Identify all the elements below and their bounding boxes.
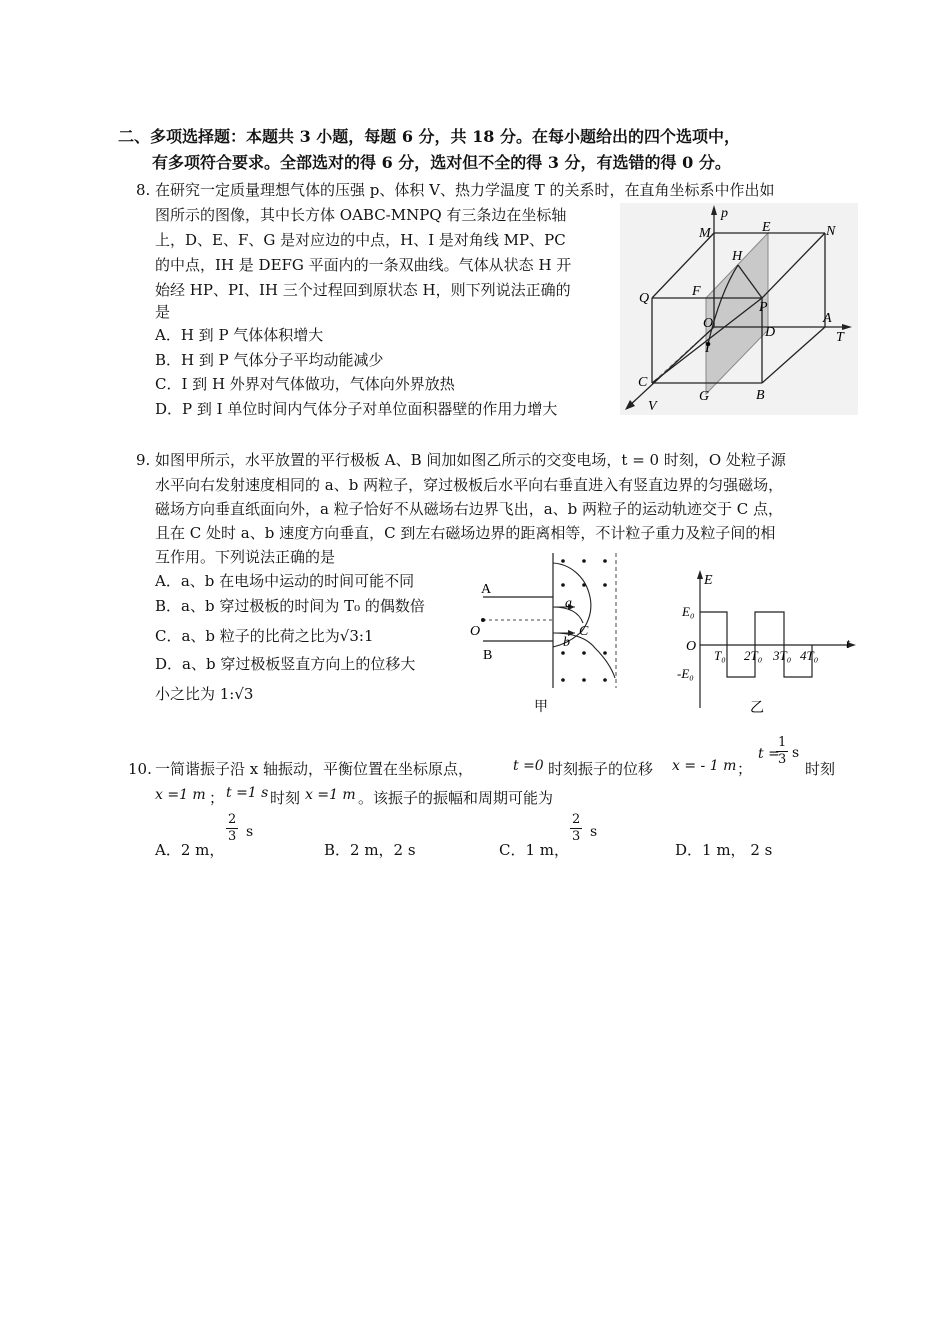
- q10-t-eq: t =: [758, 746, 780, 762]
- q8-stem-line3: 上，D、E、F、G 是对应边的中点，H、I 是对角线 MP、PC: [155, 231, 566, 249]
- yi-caption: 乙: [750, 701, 764, 716]
- q10-option-c-unit: s: [590, 824, 598, 840]
- q10-option-a-frac: [226, 812, 238, 845]
- q9-option-c-ratio: :1: [358, 627, 374, 645]
- svg-text:N: N: [826, 224, 836, 239]
- q8-stem-line2: 图所示的图像，其中长方体 OABC-MNPQ 有三条边在坐标轴: [155, 206, 567, 224]
- q9-option-c-text: C．a、b 粒子的比荷之比为: [155, 627, 340, 645]
- q9-stem-line4: 且在 C 处时 a、b 速度方向垂直，C 到左右磁场边界的距离相等，不计粒子重力及粒子间的相: [155, 524, 776, 542]
- svg-text:H: H: [732, 249, 743, 264]
- svg-text:C: C: [638, 375, 648, 390]
- q8-option-c: C．I 到 H 外界对气体做功，气体向外界放热: [155, 375, 455, 393]
- q8-option-b: B．H 到 P 气体分子平均动能减少: [155, 351, 384, 369]
- q10-semicolon: ；: [737, 760, 753, 778]
- q10-option-c-frac: [570, 812, 582, 845]
- svg-text:E: E: [762, 220, 771, 235]
- svg-text:G: G: [699, 389, 710, 404]
- q8-option-d: D．P 到 I 单位时间内气体分子对单位面积器壁的作用力增大: [155, 400, 558, 418]
- yi-tick-4T0: 4T₀: [800, 648, 819, 663]
- q10-line1-a: 一简谐振子沿 x 轴振动，平衡位置在坐标原点，: [155, 760, 473, 778]
- q8-number: 8.: [136, 181, 151, 199]
- q10-line2-x1: x =1 m: [155, 787, 206, 803]
- frac-den: 3: [572, 829, 581, 844]
- q9-option-d-text: 小之比为 1:: [155, 685, 235, 703]
- frac-den: 3: [778, 752, 787, 767]
- frac-num: 2: [228, 812, 237, 827]
- q9-number: 9.: [136, 451, 151, 469]
- q8-stem-line1: 在研究一定质量理想气体的压强 p、体积 V、热力学温度 T 的关系时，在直角坐标系中作出如: [155, 181, 775, 199]
- jia-label-O: O: [470, 624, 481, 639]
- section-heading-line2: 有多项符合要求。全部选对的得 6 分，选对但不全的得 3 分，有选错的得 0 分。: [152, 153, 731, 172]
- q9-option-d-line2: [155, 682, 253, 706]
- jia-label-A: A: [481, 582, 492, 597]
- q10-frac-1-3: [776, 735, 788, 768]
- q9-option-b: B．a、b 穿过极板的时间为 T₀ 的偶数倍: [155, 597, 425, 615]
- q8-cube-figure: [620, 203, 858, 415]
- sqrt3-symbol: √3: [234, 685, 254, 703]
- frac-num: 2: [572, 812, 581, 827]
- q8-option-a: A．H 到 P 气体体积增大: [155, 326, 324, 344]
- q10-x-neg1: x = - 1 m: [672, 758, 737, 774]
- q9-stem-line3: 磁场方向垂直纸面向外，a 粒子恰好不从磁场右边界飞出，a、b 两粒子的运动轨迹交于 C 点，: [155, 500, 784, 518]
- frac-den: 3: [228, 829, 237, 844]
- q9-stem-line5: 互作用。下列说法正确的是: [155, 548, 336, 566]
- svg-text:P: P: [759, 300, 768, 315]
- jia-caption: 甲: [534, 700, 548, 715]
- yi-label-t: t: [846, 637, 850, 652]
- yi-tick-3T0: 3T₀: [773, 648, 792, 663]
- svg-text:I: I: [705, 341, 710, 356]
- svg-text:T: T: [836, 330, 844, 345]
- q9-stem-line2: 水平向右发射速度相同的 a、b 两粒子，穿过极板后水平向右垂直进入有竖直边界的匀强磁场，: [155, 476, 784, 494]
- q9-figure-yi: [672, 568, 862, 720]
- yi-label-E0: E₀: [682, 604, 695, 619]
- q10-line2-semicolon: ；: [209, 789, 225, 807]
- q10-line1-b: 时刻振子的位移: [548, 760, 654, 778]
- svg-text:D: D: [765, 325, 776, 340]
- yi-tick-2T0: 2T₀: [744, 648, 763, 663]
- q10-line2-t1: t =1 s: [226, 785, 269, 801]
- svg-text:V: V: [648, 399, 657, 414]
- q10-s-unit: s: [792, 745, 800, 761]
- q10-option-c: C．1 m，: [499, 841, 570, 859]
- yi-label-negE0: -E₀: [677, 666, 694, 681]
- jia-label-C: C: [579, 624, 589, 639]
- svg-text:Q: Q: [639, 291, 650, 306]
- section-heading-line1: 二、多项选择题：本题共 3 小题，每题 6 分，共 18 分。在每小题给出的四个选项中，: [118, 127, 740, 146]
- yi-tick-T0: T₀: [714, 648, 726, 663]
- frac-num: 1: [778, 735, 787, 750]
- q10-moment: 时刻: [805, 760, 836, 778]
- jia-label-B: B: [483, 648, 493, 663]
- q10-line2-moment: 时刻: [270, 789, 301, 807]
- q10-line2-x1b: x =1 m: [305, 787, 356, 803]
- yi-label-E: E: [704, 573, 713, 588]
- q10-option-a-unit: s: [246, 824, 254, 840]
- q9-figure-jia: [465, 553, 625, 718]
- q9-option-c: [155, 624, 374, 648]
- q10-t0: t =0: [513, 758, 544, 774]
- svg-text:A: A: [823, 311, 832, 326]
- q8-stem-line5: 始经 HP、PI、IH 三个过程回到原状态 H，则下列说法正确的: [155, 281, 571, 299]
- jia-label-b: b: [563, 635, 570, 650]
- q10-line2-tail: 。该振子的振幅和周期可能为: [358, 789, 554, 807]
- q9-option-d-line1: D．a、b 穿过极板竖直方向上的位移大: [155, 655, 416, 673]
- jia-label-a: a: [565, 596, 572, 611]
- q10-option-a: A．2 m，: [155, 841, 225, 859]
- q10-number: 10.: [128, 760, 152, 778]
- svg-text:p: p: [721, 206, 728, 221]
- yi-label-O: O: [686, 639, 697, 654]
- q8-stem-line6: 是: [155, 303, 171, 321]
- q10-option-b: B．2 m，2 s: [324, 841, 416, 859]
- svg-text:O: O: [703, 316, 714, 331]
- q9-option-a: A．a、b 在电场中运动的时间可能不同: [155, 572, 415, 590]
- svg-text:F: F: [692, 284, 701, 299]
- svg-text:B: B: [756, 388, 765, 403]
- q8-stem-line4: 的中点，IH 是 DEFG 平面内的一条双曲线。气体从状态 H 开: [155, 256, 572, 274]
- q9-stem-line1: 如图甲所示，水平放置的平行极板 A、B 间加如图乙所示的交变电场，t = 0 时刻，O 处粒子源: [155, 451, 786, 469]
- q10-option-d: D．1 m， 2 s: [675, 841, 773, 859]
- sqrt3-symbol: √3: [339, 627, 359, 645]
- svg-text:M: M: [699, 226, 711, 241]
